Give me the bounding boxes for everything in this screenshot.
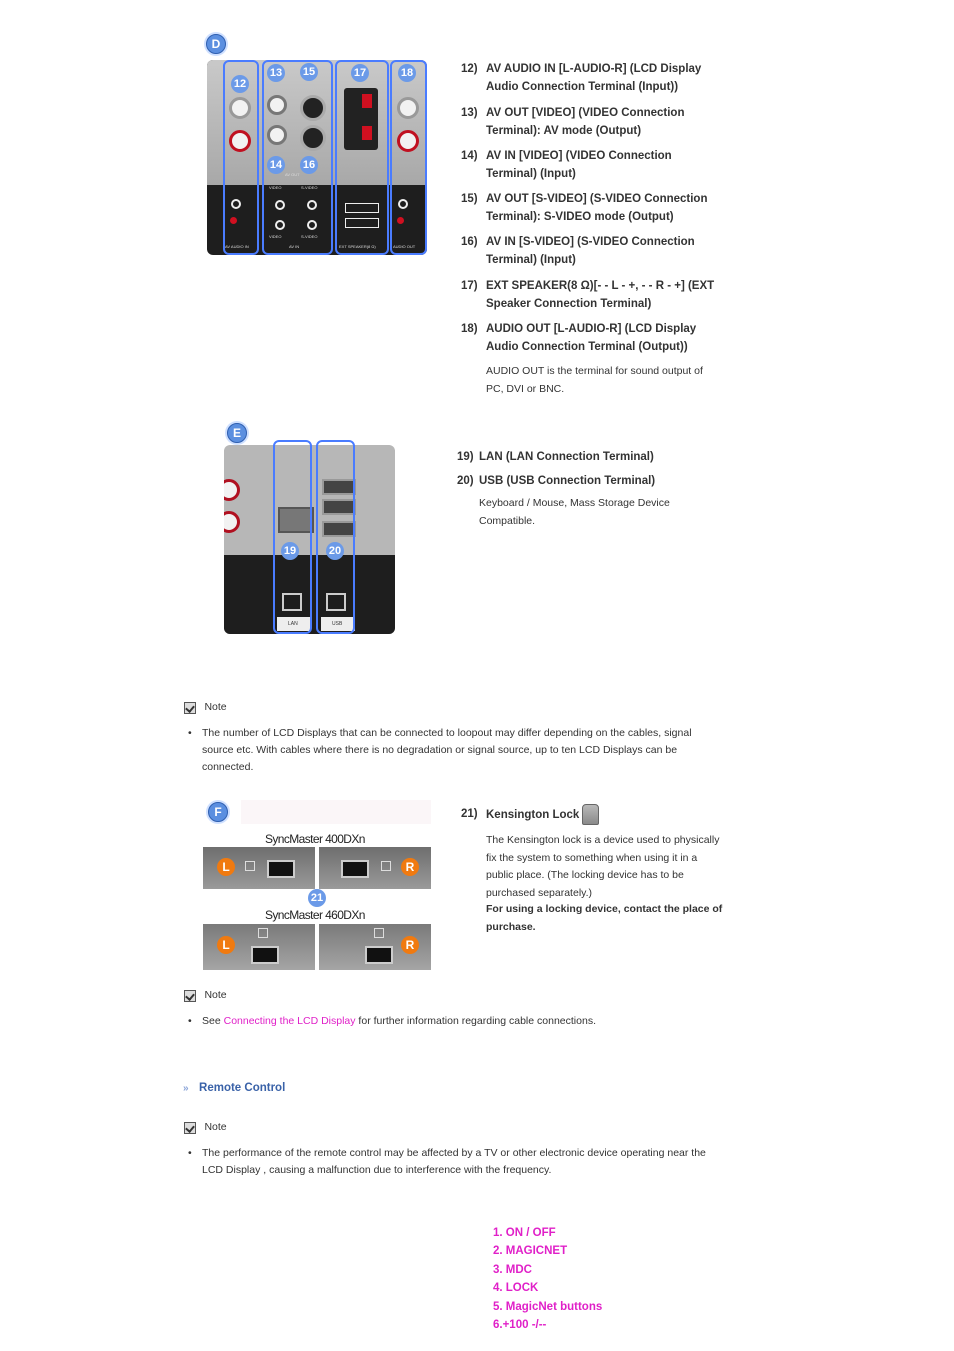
badge-16: 16: [300, 156, 318, 174]
badge-21: 21: [308, 889, 326, 907]
remote-button-list: [493, 1224, 693, 1334]
figure-d: [205, 33, 430, 258]
note-check-icon: [184, 1122, 196, 1134]
model-400dxn-label: SyncMaster 400DXn: [265, 832, 365, 846]
highlight-19: [273, 440, 312, 634]
remote-item-magicnet-buttons[interactable]: 5. MagicNet buttons: [493, 1300, 603, 1313]
section-title: Remote Control: [199, 1082, 286, 1094]
label-ext-speaker: EXT SPEAKER(8 Ω): [339, 244, 376, 249]
note-3-header: Note: [184, 1119, 227, 1133]
audio-out-jack-white: [397, 97, 419, 119]
figure-d-badge: D: [206, 34, 226, 54]
right-badge: R: [401, 936, 419, 954]
kensington-slot: [365, 946, 393, 964]
kensington-lock-icon: [582, 804, 599, 825]
item-15: 15) AV OUT [S-VIDEO] (S-VIDEO Connection Terminal): S-VIDEO mode (Output): [461, 193, 708, 223]
badge-12: 12: [231, 75, 249, 93]
note-2-bullet: • See Connecting the LCD Display for further information regarding cable connections.: [188, 1015, 596, 1027]
note-1-header: Note: [184, 699, 227, 713]
panel-460-right: [319, 924, 431, 970]
badge-20: 20: [326, 542, 344, 560]
label-audio-out: AUDIO OUT: [393, 244, 416, 249]
kensington-slot: [251, 946, 279, 964]
label-av-out: AV OUT: [285, 172, 300, 177]
item-13: 13) AV OUT [VIDEO] (VIDEO Connection Terminal): AV mode (Output): [461, 107, 685, 137]
figure-f: [203, 800, 433, 972]
svideo-in-jack: [300, 125, 326, 151]
right-badge: R: [401, 858, 419, 876]
remote-control-section[interactable]: [183, 1078, 285, 1096]
kensington-bold-note: For using a locking device, contact the place of purchase.: [486, 903, 723, 933]
figure-e-badge: E: [227, 423, 247, 443]
panel-460-left: [203, 924, 315, 970]
figure-f-badge: F: [208, 802, 228, 822]
label-av-audio-in: AV AUDIO IN: [225, 244, 249, 249]
audio-out-description: AUDIO OUT is the terminal for sound output of PC, DVI or BNC.: [486, 365, 703, 395]
speaker-terminal: [344, 88, 378, 150]
video-out-jack: [267, 95, 287, 115]
label-video-top: VIDEO: [269, 185, 282, 190]
remote-item-plus100[interactable]: 6.+100 -/--: [493, 1319, 547, 1332]
lock-icon: [381, 861, 391, 871]
lock-icon: [245, 861, 255, 871]
note-2-header: Note: [184, 987, 227, 1001]
label-av-in: AV IN: [289, 244, 300, 249]
label-svideo-bottom: S-VIDEO: [301, 234, 318, 239]
remote-item-mdc[interactable]: 3. MDC: [493, 1263, 532, 1276]
figure-e: [222, 422, 397, 637]
badge-17: 17: [351, 64, 369, 82]
connecting-lcd-link[interactable]: Connecting the LCD Display: [223, 1015, 356, 1027]
svideo-out-jack: [300, 95, 326, 121]
audio-in-jack-white: [229, 97, 251, 119]
label-lan: LAN: [288, 621, 298, 627]
note-check-icon: [184, 702, 196, 714]
remote-item-lock[interactable]: 4. LOCK: [493, 1282, 539, 1295]
remote-item-on-off[interactable]: 1. ON / OFF: [493, 1227, 556, 1239]
item-18: 18) AUDIO OUT [L-AUDIO-R] (LCD Display Audio Connection Terminal (Output)): [461, 323, 697, 353]
badge-15: 15: [300, 63, 318, 81]
kensington-slot: [267, 860, 295, 878]
audio-out-jack-red: [397, 130, 419, 152]
highlight-20: [316, 440, 355, 634]
item-14: 14) AV IN [VIDEO] (VIDEO Connection Terminal) (Input): [461, 150, 672, 180]
kensington-slot: [341, 860, 369, 878]
label-video-bottom: VIDEO: [269, 234, 282, 239]
badge-19: 19: [281, 542, 299, 560]
note-3-bullet: • The performance of the remote control may be affected by a TV or other electronic device operating near the LCD Display , causing a malfunction due to interference with the frequency.: [188, 1147, 706, 1176]
audio-in-jack-red: [229, 130, 251, 152]
label-svideo-top: S-VIDEO: [301, 185, 318, 190]
panel-400-right: [319, 847, 431, 889]
item-16: 16) AV IN [S-VIDEO] (S-VIDEO Connection Terminal) (Input): [461, 236, 695, 266]
left-badge: L: [217, 858, 235, 876]
badge-18: 18: [398, 64, 416, 82]
left-badge: L: [217, 936, 235, 954]
item-21: 21) Kensington Lock: [461, 805, 721, 825]
chevron-right-icon: »: [183, 1083, 189, 1094]
highlight-18: [390, 60, 427, 255]
label-usb: USB: [332, 621, 343, 627]
badge-14: 14: [267, 156, 285, 174]
item-20: 20) USB (USB Connection Terminal): [457, 475, 656, 487]
item-17: 17) EXT SPEAKER(8 Ω)[- - L - +, - - R - +] (EXT Speaker Connection Terminal): [461, 280, 715, 310]
lock-icon: [374, 928, 384, 938]
item-12: 12) AV AUDIO IN [L-AUDIO-R] (LCD Display Audio Connection Terminal (Input)): [461, 63, 702, 93]
lock-icon: [258, 928, 268, 938]
video-in-jack: [267, 125, 287, 145]
kensington-description: The Kensington lock is a device used to physically fix the system to something when using it in a public place. (The locking device has to be purchased separately.): [486, 834, 720, 899]
item-19: 19) LAN (LAN Connection Terminal): [457, 451, 654, 463]
model-460dxn-label: SyncMaster 460DXn: [265, 908, 365, 922]
note-1-bullet: • The number of LCD Displays that can be connected to loopout may differ depending on the cables, signal source etc. With cables where there is no degradation or signal source, up to ten LCD Displays can be connected.: [188, 727, 692, 773]
panel-400-left: [203, 847, 315, 889]
badge-13: 13: [267, 64, 285, 82]
note-check-icon: [184, 990, 196, 1002]
usb-description: Keyboard / Mouse, Mass Storage Device Compatible.: [479, 497, 670, 527]
remote-item-magicnet[interactable]: 2. MAGICNET: [493, 1245, 568, 1258]
